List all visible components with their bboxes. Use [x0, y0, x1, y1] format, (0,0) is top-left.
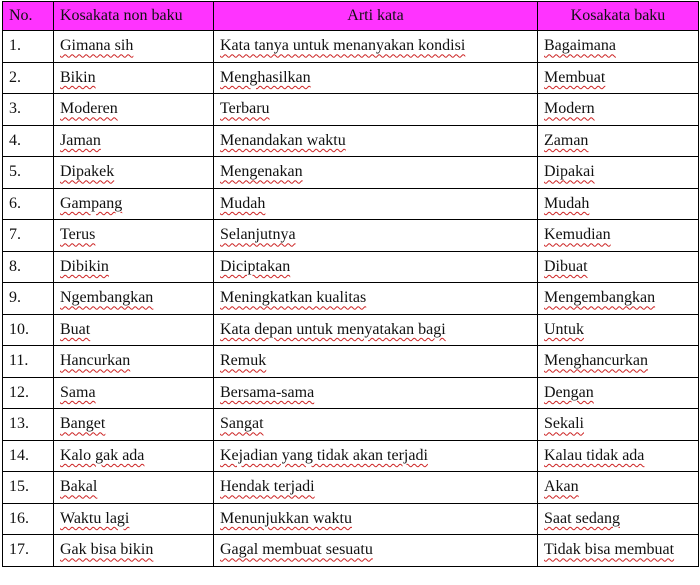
- cell-no: [3, 251, 54, 283]
- cell-non-standard-text: Sama: [60, 383, 96, 401]
- table-row: [3, 188, 699, 220]
- table-row: [3, 31, 699, 63]
- header-no: No.: [3, 2, 54, 31]
- cell-non-standard: [54, 188, 214, 220]
- cell-meaning-text: Menandakan waktu: [220, 131, 346, 149]
- cell-standard: [538, 62, 699, 94]
- cell-standard-text: Sekali: [544, 415, 584, 433]
- table-row: [3, 251, 699, 283]
- cell-meaning-text: Selanjutnya: [220, 226, 296, 244]
- cell-no-text: 16.: [9, 509, 29, 527]
- header-non-standard: Kosakata non baku: [54, 2, 214, 31]
- cell-no: [3, 535, 54, 567]
- cell-no-text: 2.: [9, 68, 21, 86]
- cell-non-standard-text: Jaman: [60, 131, 101, 149]
- cell-no: [3, 125, 54, 157]
- cell-non-standard-text: Bakal: [60, 478, 98, 496]
- cell-no-text: 6.: [9, 194, 21, 212]
- cell-standard-text: Zaman: [544, 131, 589, 149]
- cell-meaning-text: Meningkatkan kualitas: [220, 289, 367, 307]
- cell-non-standard-text: Buat: [60, 320, 91, 338]
- cell-no-text: 8.: [9, 257, 21, 275]
- cell-meaning: [214, 94, 538, 126]
- cell-non-standard: [54, 503, 214, 535]
- cell-standard-text: Mengembangkan: [544, 289, 656, 307]
- cell-no: [3, 472, 54, 504]
- cell-non-standard-text: Dipakek: [60, 163, 115, 181]
- cell-no-text: 9.: [9, 289, 21, 307]
- cell-standard-text: Saat sedang: [544, 509, 620, 527]
- table-row: [3, 346, 699, 378]
- cell-no: [3, 409, 54, 441]
- table-row: [3, 314, 699, 346]
- cell-non-standard-text: Bikin: [60, 68, 96, 86]
- cell-meaning-text: Terbaru: [220, 100, 270, 118]
- cell-meaning-text: Mudah: [220, 194, 266, 212]
- cell-meaning: [214, 31, 538, 63]
- cell-meaning-text: Gagal membuat sesuatu: [220, 541, 373, 559]
- table-body: [3, 31, 699, 567]
- cell-no-text: 4.: [9, 131, 21, 149]
- header-standard: Kosakata baku: [538, 2, 699, 31]
- cell-meaning: [214, 409, 538, 441]
- cell-standard-text: Untuk: [544, 320, 584, 338]
- cell-meaning: [214, 472, 538, 504]
- table-row: [3, 535, 699, 567]
- cell-meaning: [214, 377, 538, 409]
- cell-non-standard-text: Gampang: [60, 194, 123, 212]
- cell-non-standard-text: Banget: [60, 415, 106, 433]
- cell-meaning: [214, 220, 538, 252]
- cell-no-text: 15.: [9, 478, 29, 496]
- table-row: [3, 62, 699, 94]
- cell-non-standard: [54, 535, 214, 567]
- table-row: [3, 283, 699, 315]
- cell-standard-text: Modern: [544, 100, 595, 118]
- cell-no-text: 5.: [9, 163, 21, 181]
- cell-non-standard: [54, 472, 214, 504]
- cell-non-standard-text: Dibikin: [60, 257, 109, 275]
- cell-no-text: 3.: [9, 100, 21, 118]
- table-row: [3, 503, 699, 535]
- cell-non-standard-text: Ngembangkan: [60, 289, 154, 307]
- cell-no-text: 12.: [9, 383, 29, 401]
- cell-standard-text: Membuat: [544, 68, 606, 86]
- cell-meaning-text: Kata depan untuk menyatakan bagi: [220, 320, 446, 338]
- cell-non-standard: [54, 31, 214, 63]
- cell-meaning: [214, 346, 538, 378]
- cell-standard: [538, 157, 699, 189]
- cell-non-standard-text: Kalo gak ada: [60, 446, 145, 464]
- cell-standard: [538, 503, 699, 535]
- cell-meaning-text: Mengenakan: [220, 163, 303, 181]
- cell-non-standard-text: Gak bisa bikin: [60, 541, 154, 559]
- cell-standard-text: Tidak bisa membuat: [544, 541, 675, 559]
- cell-no-text: 10.: [9, 320, 29, 338]
- cell-meaning: [214, 535, 538, 567]
- cell-no: [3, 31, 54, 63]
- table-row: [3, 157, 699, 189]
- cell-meaning: [214, 62, 538, 94]
- cell-non-standard: [54, 62, 214, 94]
- cell-standard: [538, 220, 699, 252]
- cell-non-standard: [54, 94, 214, 126]
- cell-meaning-text: Hendak terjadi: [220, 478, 315, 496]
- cell-meaning-text: Menghasilkan: [220, 68, 311, 86]
- cell-non-standard-text: Hancurkan: [60, 352, 131, 370]
- cell-no-text: 1.: [9, 37, 21, 55]
- cell-non-standard-text: Terus: [60, 226, 96, 244]
- cell-standard: [538, 409, 699, 441]
- cell-meaning: [214, 157, 538, 189]
- cell-meaning: [214, 251, 538, 283]
- cell-meaning-text: Bersama-sama: [220, 383, 315, 401]
- cell-standard-text: Kalau tidak ada: [544, 446, 645, 464]
- cell-standard: [538, 188, 699, 220]
- cell-no-text: 7.: [9, 226, 21, 244]
- cell-no: [3, 283, 54, 315]
- cell-no: [3, 62, 54, 94]
- cell-standard: [538, 535, 699, 567]
- cell-non-standard: [54, 157, 214, 189]
- cell-no: [3, 440, 54, 472]
- cell-no: [3, 377, 54, 409]
- cell-non-standard-text: Gimana sih: [60, 37, 134, 55]
- cell-no: [3, 346, 54, 378]
- cell-non-standard: [54, 346, 214, 378]
- header-meaning: Arti kata: [214, 2, 538, 31]
- cell-meaning-text: Kata tanya untuk menanyakan kondisi: [220, 37, 466, 55]
- cell-meaning-text: Kejadian yang tidak akan terjadi: [220, 446, 428, 464]
- cell-standard-text: Dibuat: [544, 257, 588, 275]
- cell-standard-text: Bagaimana: [544, 37, 616, 55]
- table-row: [3, 472, 699, 504]
- cell-non-standard: [54, 440, 214, 472]
- cell-standard-text: Akan: [544, 478, 579, 496]
- cell-standard-text: Kemudian: [544, 226, 611, 244]
- cell-meaning: [214, 440, 538, 472]
- cell-standard-text: Menghancurkan: [544, 352, 648, 370]
- cell-standard: [538, 94, 699, 126]
- cell-standard-text: Dipakai: [544, 163, 595, 181]
- cell-meaning: [214, 283, 538, 315]
- cell-no: [3, 188, 54, 220]
- cell-non-standard: [54, 377, 214, 409]
- cell-meaning: [214, 188, 538, 220]
- table-row: [3, 125, 699, 157]
- cell-non-standard: [54, 125, 214, 157]
- cell-standard: [538, 314, 699, 346]
- cell-meaning-text: Remuk: [220, 352, 267, 370]
- cell-non-standard: [54, 314, 214, 346]
- cell-no-text: 14.: [9, 446, 29, 464]
- cell-standard: [538, 125, 699, 157]
- cell-meaning: [214, 125, 538, 157]
- cell-no-text: 17.: [9, 541, 29, 559]
- vocabulary-table: [2, 1, 699, 567]
- cell-non-standard-text: Waktu lagi: [60, 509, 130, 527]
- cell-standard: [538, 283, 699, 315]
- cell-non-standard: [54, 251, 214, 283]
- cell-standard: [538, 440, 699, 472]
- table-row: [3, 409, 699, 441]
- cell-non-standard: [54, 283, 214, 315]
- table-row: [3, 220, 699, 252]
- cell-meaning: [214, 314, 538, 346]
- cell-meaning-text: Diciptakan: [220, 257, 291, 275]
- table-row: [3, 377, 699, 409]
- cell-no: [3, 220, 54, 252]
- cell-meaning-text: Menunjukkan waktu: [220, 509, 352, 527]
- table-row: [3, 94, 699, 126]
- table-row: [3, 440, 699, 472]
- cell-non-standard-text: Moderen: [60, 100, 118, 118]
- cell-meaning: [214, 503, 538, 535]
- cell-non-standard: [54, 220, 214, 252]
- cell-meaning-text: Sangat: [220, 415, 264, 433]
- cell-standard-text: Dengan: [544, 383, 594, 401]
- cell-no-text: 11.: [9, 352, 29, 370]
- cell-standard-text: Mudah: [544, 194, 590, 212]
- table-header-row: [3, 2, 699, 31]
- cell-no: [3, 503, 54, 535]
- cell-standard: [538, 377, 699, 409]
- cell-standard: [538, 472, 699, 504]
- cell-no-text: 13.: [9, 415, 29, 433]
- cell-non-standard: [54, 409, 214, 441]
- cell-standard: [538, 31, 699, 63]
- cell-no: [3, 94, 54, 126]
- cell-standard: [538, 251, 699, 283]
- cell-no: [3, 157, 54, 189]
- cell-standard: [538, 346, 699, 378]
- cell-no: [3, 314, 54, 346]
